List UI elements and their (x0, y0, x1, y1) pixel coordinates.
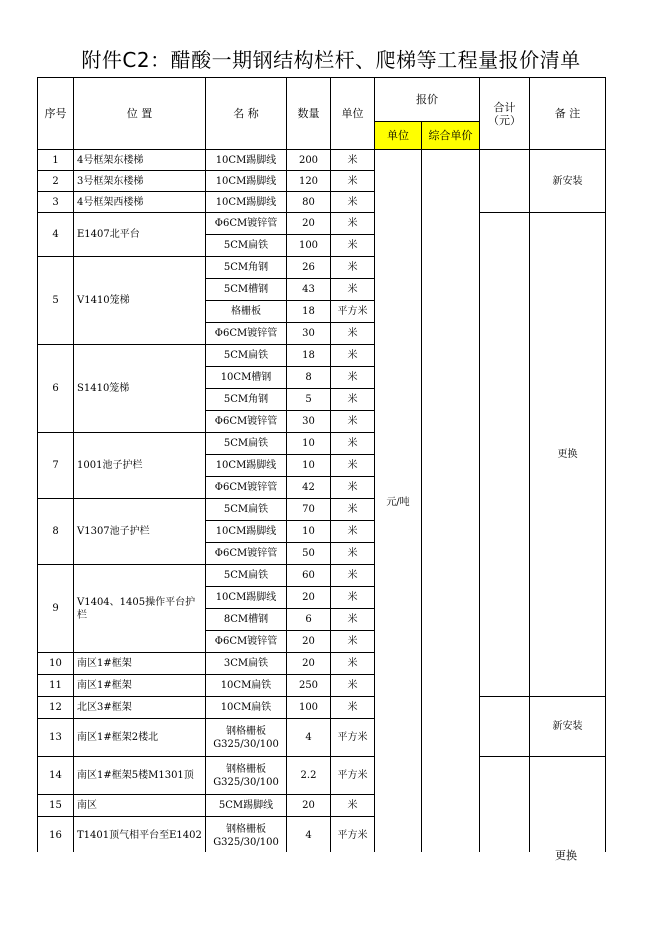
item-name: 5CM踢脚线 (206, 795, 287, 817)
item-qty: 60 (287, 565, 331, 587)
item-qty: 100 (287, 235, 331, 257)
item-qty: 20 (287, 587, 331, 609)
row-number: 10 (38, 653, 74, 675)
item-unit: 米 (331, 192, 375, 213)
item-name: 10CM踢脚线 (206, 587, 287, 609)
item-qty: 250 (287, 675, 331, 697)
item-unit: 米 (331, 631, 375, 653)
remark-replace-lower: 更换 (555, 849, 577, 862)
item-qty: 30 (287, 323, 331, 345)
row-number: 7 (38, 433, 74, 499)
item-unit: 米 (331, 150, 375, 171)
item-qty: 200 (287, 150, 331, 171)
row-number: 11 (38, 675, 74, 697)
table-row (38, 697, 606, 719)
item-qty: 50 (287, 543, 331, 565)
item-name: 钢格栅板 G325/30/100 (206, 817, 287, 855)
row-number: 12 (38, 697, 74, 719)
row-number: 3 (38, 192, 74, 213)
row-number: 14 (38, 757, 74, 795)
item-name: 10CM槽钢 (206, 367, 287, 389)
item-name: 5CM角钢 (206, 257, 287, 279)
remark-new-install: 新安装 (530, 150, 606, 213)
item-unit: 平方米 (331, 757, 375, 795)
item-unit: 米 (331, 411, 375, 433)
row-location: 4号框架东楼梯 (74, 150, 206, 171)
item-name: 10CM扁铁 (206, 675, 287, 697)
row-location: V1404、1405操作平台护栏 (74, 565, 206, 653)
header-quote-price: 综合单价 (422, 122, 480, 150)
row-location: V1410笼梯 (74, 257, 206, 345)
row-location: 南区1#框架5楼M1301顶 (74, 757, 206, 795)
row-location: E1407北平台 (74, 213, 206, 257)
header-no: 序号 (38, 78, 74, 150)
header-total: 合计 （元） (480, 78, 530, 150)
item-name: Φ6CM镀锌管 (206, 631, 287, 653)
item-qty: 5 (287, 389, 331, 411)
row-location: 南区1#框架 (74, 675, 206, 697)
row-number: 13 (38, 719, 74, 757)
header-name: 名 称 (206, 78, 287, 150)
total-cell (480, 697, 530, 757)
item-unit: 米 (331, 345, 375, 367)
row-location: T1401顶气相平台至E1402 (74, 817, 206, 855)
item-name: 10CM踢脚线 (206, 521, 287, 543)
item-unit: 米 (331, 521, 375, 543)
item-unit: 平方米 (331, 301, 375, 323)
item-name: 钢格栅板 G325/30/100 (206, 757, 287, 795)
item-unit: 米 (331, 213, 375, 235)
item-name: 10CM踢脚线 (206, 192, 287, 213)
quote-price-cell (422, 150, 480, 855)
item-unit: 米 (331, 323, 375, 345)
item-unit: 米 (331, 499, 375, 521)
item-qty: 30 (287, 411, 331, 433)
item-qty: 10 (287, 455, 331, 477)
item-name: 5CM扁铁 (206, 235, 287, 257)
item-unit: 米 (331, 543, 375, 565)
item-qty: 20 (287, 213, 331, 235)
item-name: 10CM踢脚线 (206, 150, 287, 171)
item-qty: 6 (287, 609, 331, 631)
item-qty: 20 (287, 653, 331, 675)
item-unit: 平方米 (331, 817, 375, 855)
row-number: 16 (38, 817, 74, 855)
item-qty: 43 (287, 279, 331, 301)
item-qty: 120 (287, 171, 331, 192)
item-unit: 平方米 (331, 719, 375, 757)
item-qty: 2.2 (287, 757, 331, 795)
row-location: 3号框架东楼梯 (74, 171, 206, 192)
row-number: 5 (38, 257, 74, 345)
quote-table (37, 77, 606, 855)
item-name: 10CM踢脚线 (206, 455, 287, 477)
item-name: Φ6CM镀锌管 (206, 543, 287, 565)
item-unit: 米 (331, 675, 375, 697)
row-number: 9 (38, 565, 74, 653)
item-name: Φ6CM镀锌管 (206, 411, 287, 433)
item-name: Φ6CM镀锌管 (206, 213, 287, 235)
item-qty: 80 (287, 192, 331, 213)
header-quote: 报价 (375, 78, 480, 122)
total-cell (480, 150, 530, 213)
table-row (38, 150, 606, 171)
total-cell (480, 213, 530, 697)
row-location: 南区1#框架 (74, 653, 206, 675)
quote-unit-value: 元/吨 (375, 150, 422, 855)
item-unit: 米 (331, 795, 375, 817)
header-location: 位 置 (74, 78, 206, 150)
item-qty: 42 (287, 477, 331, 499)
item-unit: 米 (331, 257, 375, 279)
row-location: 北区3#框架 (74, 697, 206, 719)
item-name: 8CM槽钢 (206, 609, 287, 631)
remark-cell (530, 757, 606, 855)
item-name: 3CM扁铁 (206, 653, 287, 675)
item-qty: 100 (287, 697, 331, 719)
item-unit: 米 (331, 587, 375, 609)
item-name: 5CM扁铁 (206, 565, 287, 587)
item-qty: 4 (287, 719, 331, 757)
row-number: 2 (38, 171, 74, 192)
item-name: 10CM踢脚线 (206, 171, 287, 192)
item-qty: 20 (287, 631, 331, 653)
row-location: 4号框架西楼梯 (74, 192, 206, 213)
item-qty: 26 (287, 257, 331, 279)
item-name: 钢格栅板 G325/30/100 (206, 719, 287, 757)
header-quote-unit: 单位 (375, 122, 422, 150)
table-body (38, 78, 606, 855)
item-unit: 米 (331, 171, 375, 192)
page-title: 附件C2：醋酸一期钢结构栏杆、爬梯等工程量报价清单 (81, 48, 581, 72)
item-unit: 米 (331, 389, 375, 411)
row-location: 南区 (74, 795, 206, 817)
item-name: 格栅板 (206, 301, 287, 323)
row-number: 8 (38, 499, 74, 565)
item-unit: 米 (331, 455, 375, 477)
item-unit: 米 (331, 367, 375, 389)
item-qty: 20 (287, 795, 331, 817)
header-qty: 数量 (287, 78, 331, 150)
table-row (38, 213, 606, 235)
item-unit: 米 (331, 609, 375, 631)
row-number: 6 (38, 345, 74, 433)
remark-new-install-2: 新安装 (530, 697, 606, 757)
item-name: Φ6CM镀锌管 (206, 477, 287, 499)
item-unit: 米 (331, 565, 375, 587)
item-unit: 米 (331, 235, 375, 257)
item-name: 5CM槽钢 (206, 279, 287, 301)
item-unit: 米 (331, 697, 375, 719)
row-number: 15 (38, 795, 74, 817)
header-remark: 备 注 (530, 78, 606, 150)
row-location: V1307池子护栏 (74, 499, 206, 565)
item-qty: 4 (287, 817, 331, 855)
page-bottom-margin (37, 852, 627, 936)
total-cell (480, 757, 530, 855)
item-qty: 70 (287, 499, 331, 521)
item-name: 10CM扁铁 (206, 697, 287, 719)
remark-replace: 更换 (530, 213, 606, 697)
row-location: 南区1#框架2楼北 (74, 719, 206, 757)
row-location: 1001池子护栏 (74, 433, 206, 499)
item-unit: 米 (331, 279, 375, 301)
row-number: 1 (38, 150, 74, 171)
header-unit: 单位 (331, 78, 375, 150)
item-qty: 8 (287, 367, 331, 389)
item-unit: 米 (331, 653, 375, 675)
item-name: 5CM角钢 (206, 389, 287, 411)
item-qty: 18 (287, 301, 331, 323)
item-qty: 10 (287, 521, 331, 543)
item-unit: 米 (331, 433, 375, 455)
item-name: 5CM扁铁 (206, 433, 287, 455)
table-row (38, 757, 606, 795)
item-name: 5CM扁铁 (206, 345, 287, 367)
row-location: S1410笼梯 (74, 345, 206, 433)
item-name: Φ6CM镀锌管 (206, 323, 287, 345)
item-qty: 18 (287, 345, 331, 367)
item-unit: 米 (331, 477, 375, 499)
item-qty: 10 (287, 433, 331, 455)
item-name: 5CM扁铁 (206, 499, 287, 521)
row-number: 4 (38, 213, 74, 257)
